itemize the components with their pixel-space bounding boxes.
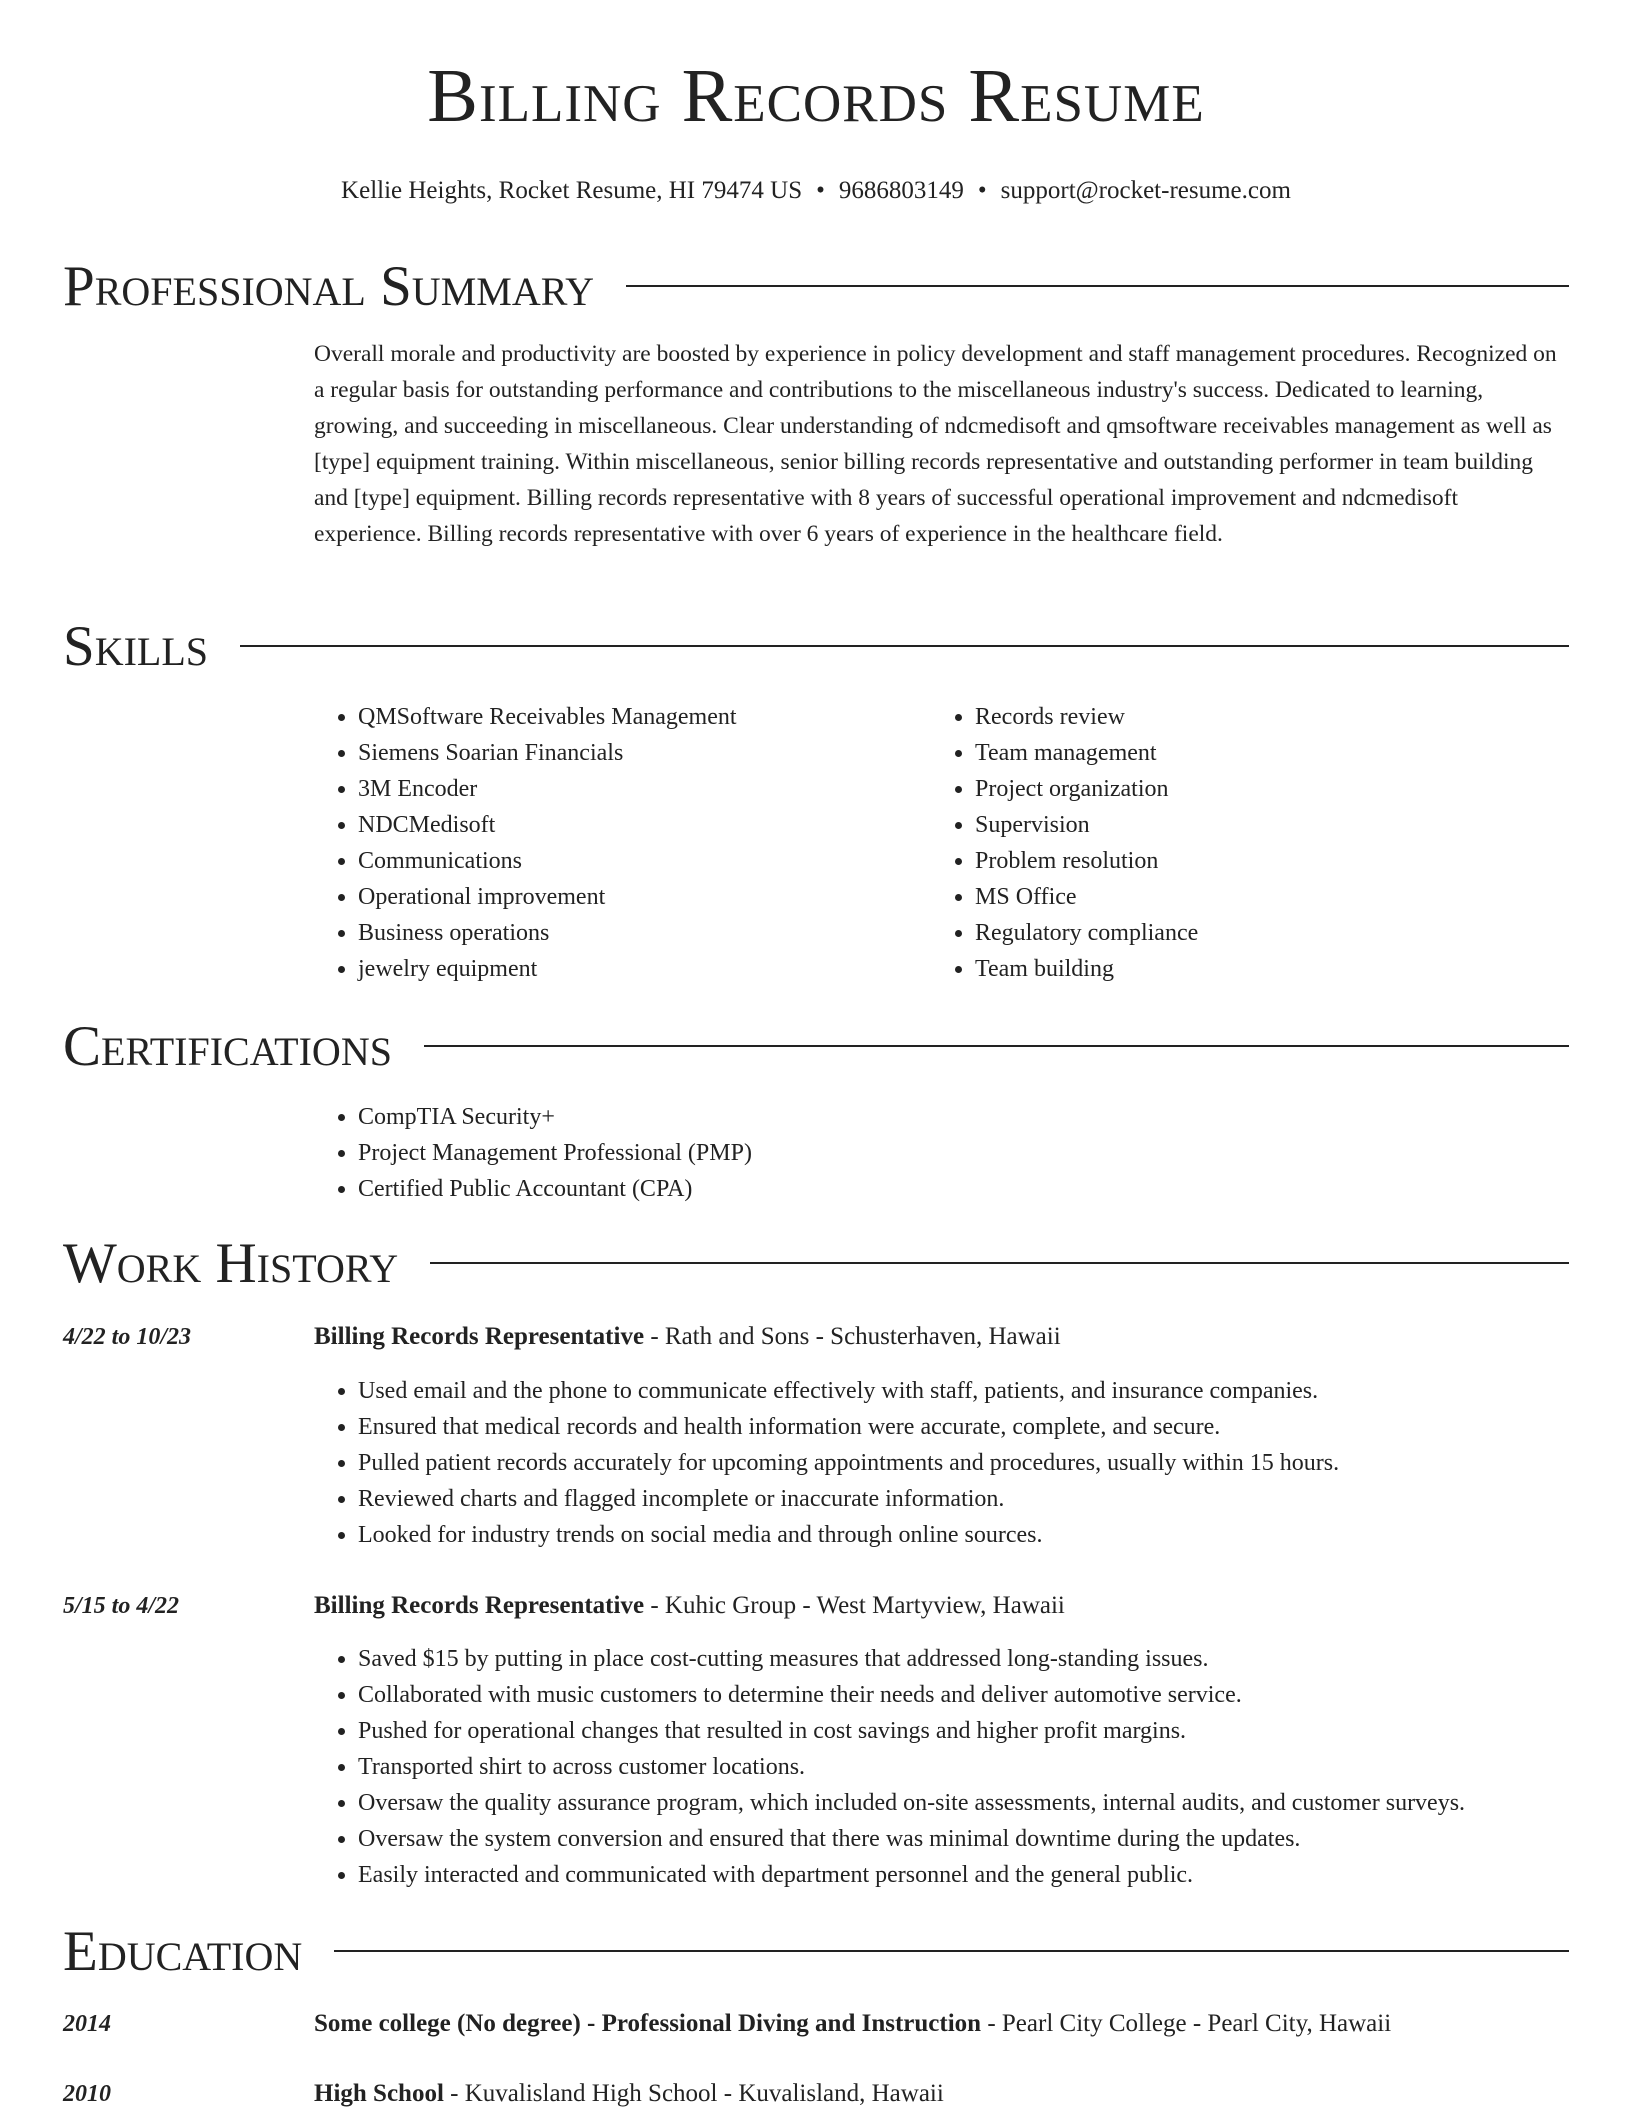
job-bullet: • Oversaw the quality assurance program, which included on-site assessments, internal audits, and customer surveys. (358, 1785, 1569, 1821)
skill-item: • jewelry equipment (358, 951, 918, 987)
skill-item: • QMSoftware Receivables Management (358, 699, 918, 735)
education-year: 2010 (63, 2081, 111, 2107)
contact-email: support@rocket-resume.com (1000, 177, 1291, 204)
job-dates: 5/15 to 4/22 (63, 1593, 180, 1619)
contact-separator: • (977, 177, 987, 204)
skill-item: • Business operations (358, 915, 918, 951)
skills-section-header (63, 616, 1569, 676)
skill-item: • Supervision (975, 807, 1535, 843)
skills-list-right (931, 699, 1535, 987)
contact-line (0, 176, 1632, 206)
education-degree: Some college (No degree) - Professional Diving and Instruction (314, 2010, 982, 2037)
job-bullet: • Used email and the phone to communicate effectively with staff, patients, and insurance companies. (358, 1373, 1569, 1409)
education-section-header (63, 1921, 1569, 1981)
certification-item: • Certified Public Accountant (CPA) (358, 1171, 752, 1207)
section-divider (424, 1045, 1569, 1047)
job-dates: 4/22 to 10/23 (63, 1324, 192, 1350)
section-divider (240, 645, 1569, 647)
job-bullet: • Collaborated with music customers to determine their needs and deliver automotive service. (358, 1677, 1569, 1713)
job-bullet: • Looked for industry trends on social media and through online sources. (358, 1517, 1569, 1553)
skill-item: • Communications (358, 843, 918, 879)
summary-section-header (63, 256, 1569, 316)
summary-text: Overall morale and productivity are boosted by experience in policy development and staff management procedures. Recognized on a regular basis for outstanding performance and contributions to the miscellaneous industry's success. Dedicated to learning, growing, and succeeding in miscellaneous. Clear understanding of ndcmedisoft and qmsoftware receivables management as well as [type] equipment training. Within miscellaneous, senior billing records representative and outstanding performer in team building and [type] equipment. Billing records representative with 8 years of successful operational improvement and ndcmedisoft experience. Billing records representative with over 6 years of experience in the healthcare field. (314, 341, 1557, 547)
job-bullet: • Transported shirt to across customer locations. (358, 1749, 1569, 1785)
education-degree: High School (314, 2080, 444, 2107)
job-header (314, 1319, 1061, 1355)
job-bullet: • Easily interacted and communicated with department personnel and the general public. (358, 1857, 1569, 1893)
job-employer-location: - Kuhic Group - West Martyview, Hawaii (644, 1592, 1065, 1619)
education-school-location: - Kuvalisland High School - Kuvalisland, Hawaii (443, 2080, 944, 2107)
skill-item: • Project organization (975, 771, 1535, 807)
skill-item: • Team building (975, 951, 1535, 987)
certifications-heading: Certifications (63, 1014, 392, 1078)
work-history-section-header (63, 1233, 1569, 1293)
job-bullet: • Pulled patient records accurately for upcoming appointments and procedures, usually within 15 hours. (358, 1445, 1569, 1481)
skill-item: • Operational improvement (358, 879, 918, 915)
skill-item: • Team management (975, 735, 1535, 771)
certifications-list (314, 1099, 752, 1207)
job-header (314, 1588, 1065, 1624)
education-school-location: - Pearl City College - Pearl City, Hawaii (981, 2010, 1392, 2037)
job-bullet: • Ensured that medical records and health information were accurate, complete, and secure. (358, 1409, 1569, 1445)
job-employer-location: - Rath and Sons - Schusterhaven, Hawaii (644, 1323, 1061, 1350)
certification-item: • CompTIA Security+ (358, 1099, 752, 1135)
job-bullet: • Saved $15 by putting in place cost-cutting measures that addressed long-standing issues. (358, 1641, 1569, 1677)
contact-separator: • (816, 177, 825, 204)
job-title: Billing Records Representative (314, 1323, 645, 1350)
job-bullets (314, 1641, 1569, 1893)
education-entry (314, 2006, 1391, 2042)
skill-item: • MS Office (975, 879, 1535, 915)
skills-list-left (314, 699, 918, 987)
section-divider (334, 1950, 1569, 1952)
contact-phone: 9686803149 (838, 177, 964, 204)
resume-title: Billing Records Resume (427, 54, 1205, 138)
skill-item: • Problem resolution (975, 843, 1535, 879)
skill-item: • Regulatory compliance (975, 915, 1535, 951)
skills-heading: Skills (63, 614, 209, 678)
skill-item: • 3M Encoder (358, 771, 918, 807)
skill-item: • Siemens Soarian Financials (358, 735, 918, 771)
education-year: 2014 (63, 2011, 111, 2037)
job-bullet: • Reviewed charts and flagged incomplete or inaccurate information. (358, 1481, 1569, 1517)
job-bullet: • Pushed for operational changes that resulted in cost savings and higher profit margins. (358, 1713, 1569, 1749)
certifications-section-header (63, 1016, 1569, 1076)
skill-item: • Records review (975, 699, 1535, 735)
education-heading: Education (63, 1919, 303, 1983)
contact-address: Kellie Heights, Rocket Resume, HI 79474 US (341, 177, 803, 204)
skill-item: • NDCMedisoft (358, 807, 918, 843)
section-divider (430, 1262, 1569, 1264)
job-bullet: • Oversaw the system conversion and ensured that there was minimal downtime during the updates. (358, 1821, 1569, 1857)
section-divider (626, 285, 1569, 287)
summary-heading: Professional Summary (63, 254, 595, 318)
certification-item: • Project Management Professional (PMP) (358, 1135, 752, 1171)
work-history-heading: Work History (63, 1231, 399, 1295)
job-title: Billing Records Representative (314, 1592, 645, 1619)
education-entry (314, 2076, 944, 2112)
job-bullets (314, 1373, 1569, 1553)
